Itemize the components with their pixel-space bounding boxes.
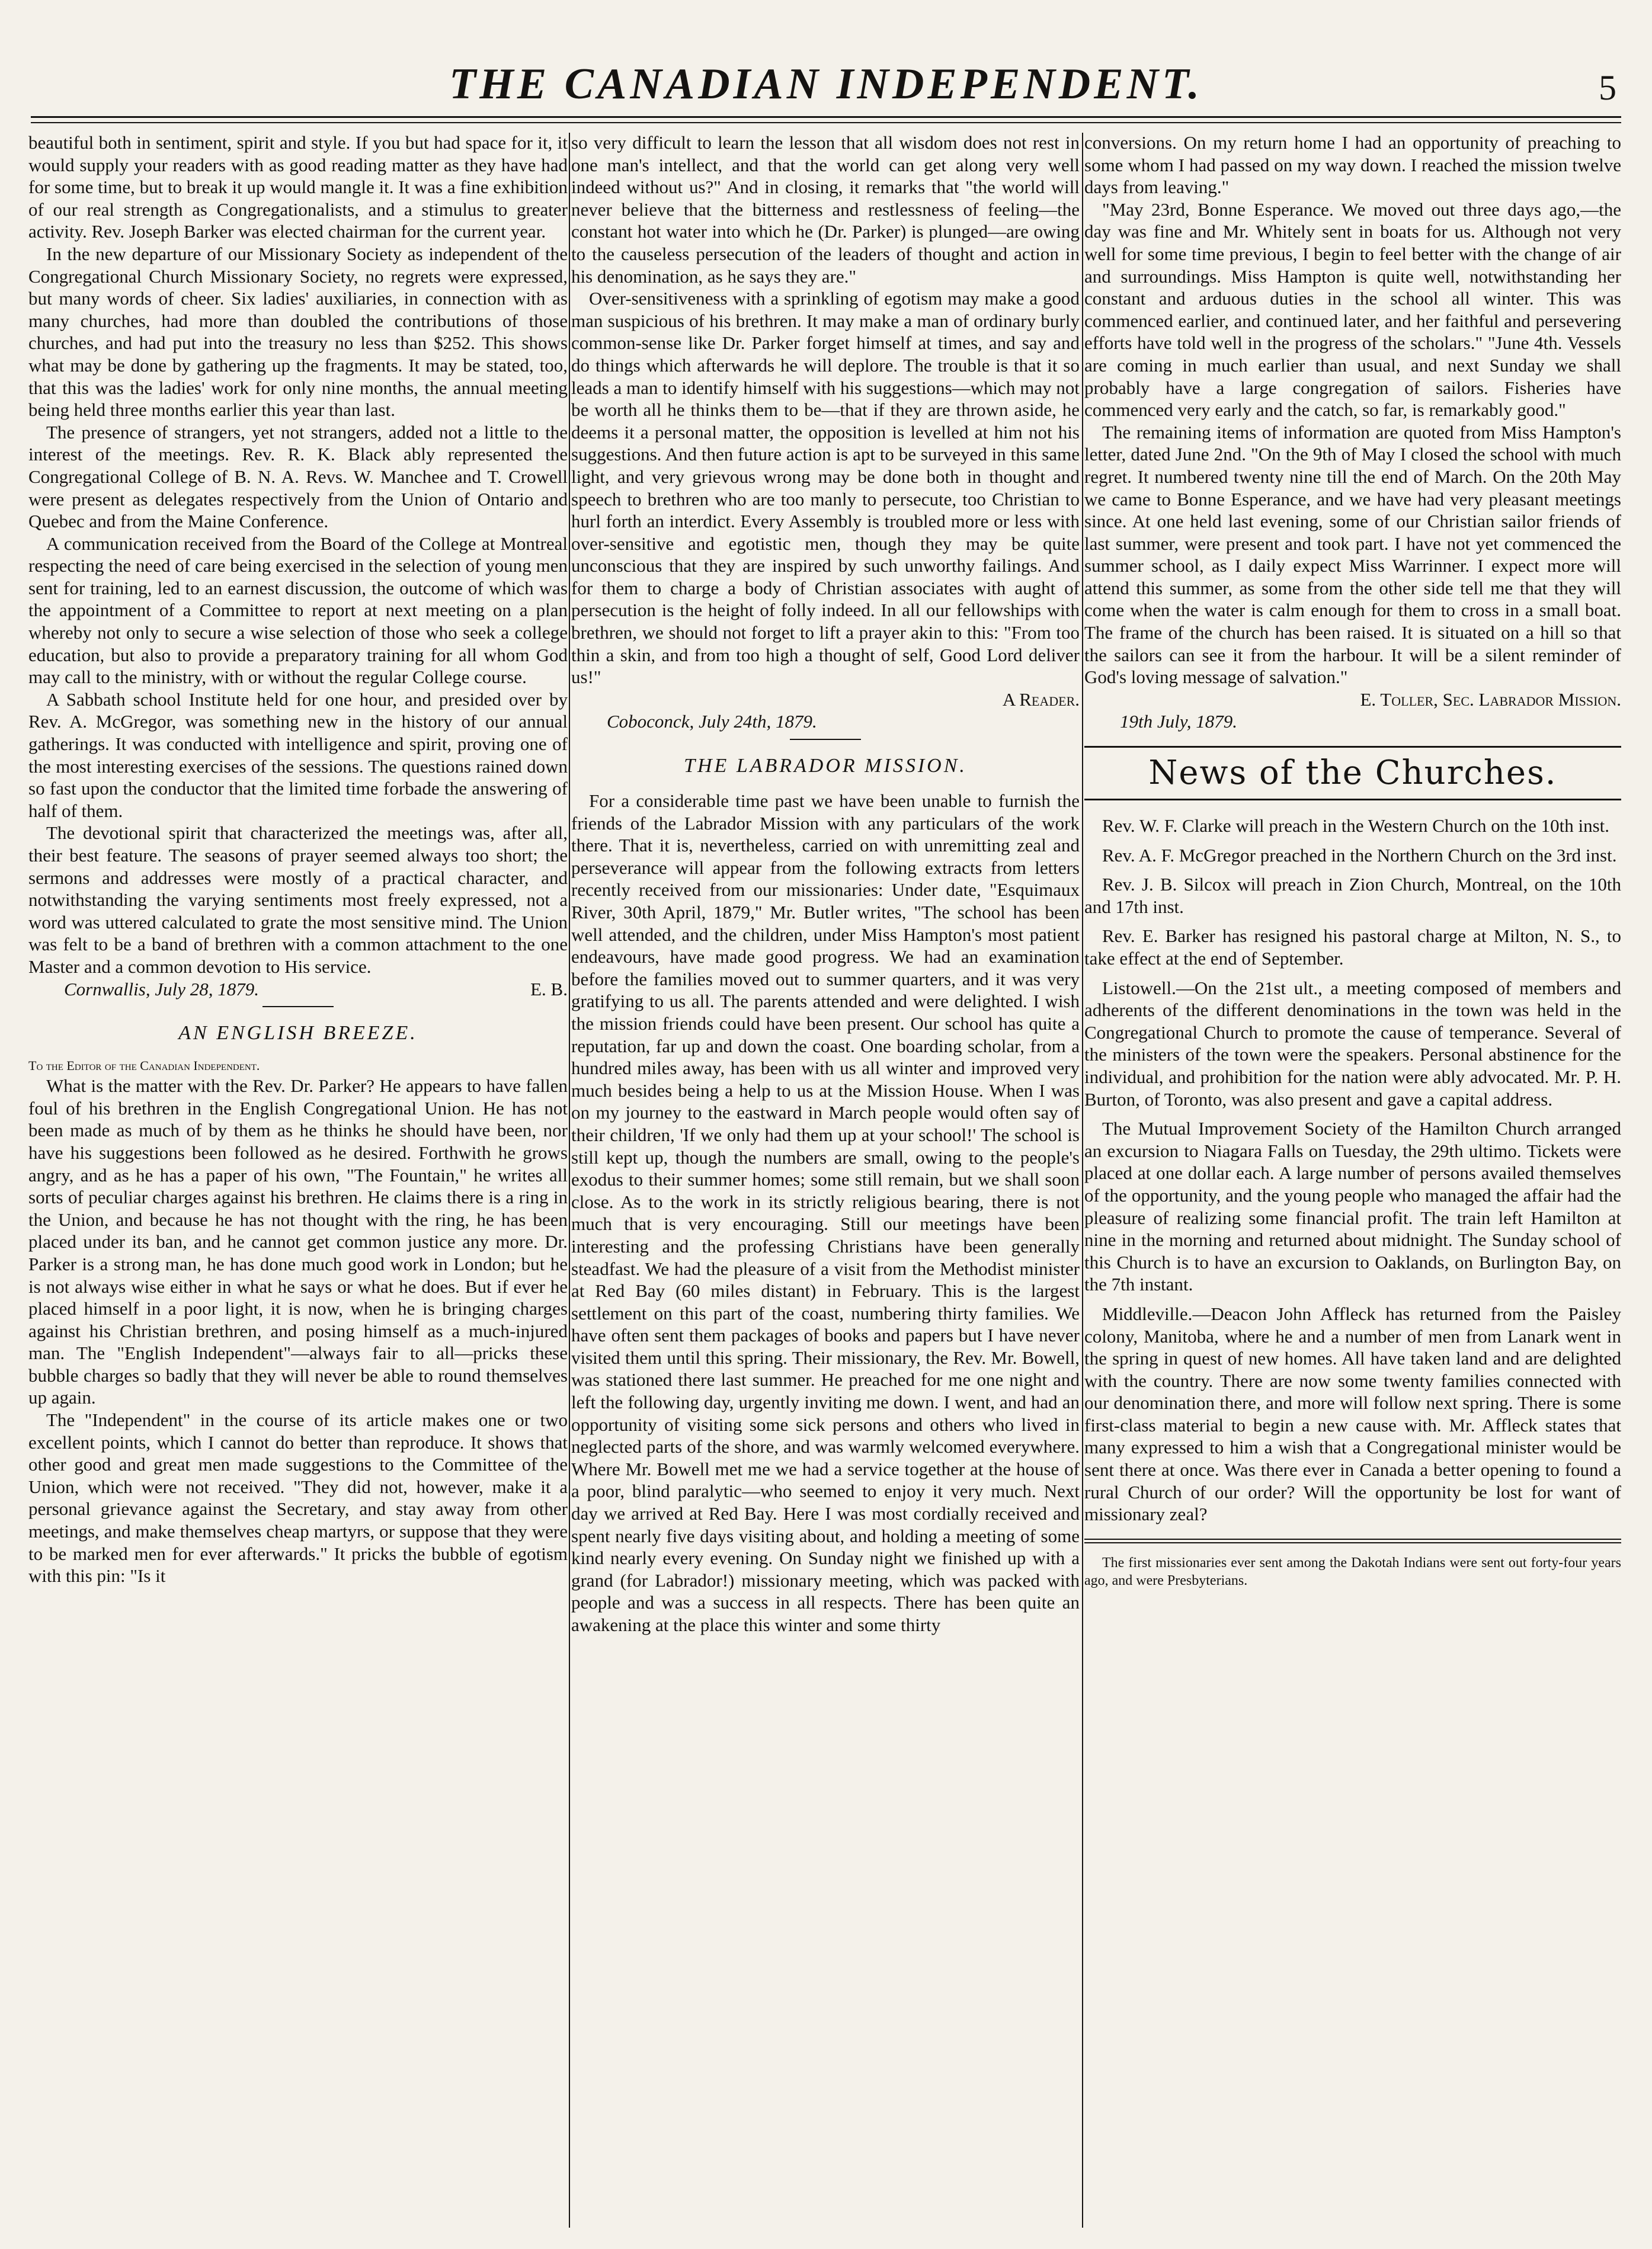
header-rule xyxy=(31,116,1621,118)
article-paragraph: "May 23rd, Bonne Esperance. We moved out three days ago,—the day was fine and Mr. Whitely sent in boats for us. Although not very well for some time previous, I begin to feel better with the change of air and surroundings. Miss Hampton is quite well, notwithstanding her constant and arduous duties in the school all winter. This was commenced earlier, and continued later, and her faithful and persevering efforts have told well in the progress of the scholars." "June 4th. Vessels are coming in much earlier than usual, and next Sunday we shall probably have a large congregation of sailors. Fisheries have commenced very early and the catch, so far, is remarkably good." xyxy=(1084,198,1621,421)
article-paragraph: Over-sensitiveness with a sprinkling of egotism may make a good man suspicious of his brethren. It may make a man of ordinary burly common-sense like Dr. Parker forget himself at times, and say and do things which afterwards he will deplore. The trouble is that it so leads a man to identify himself with his suggestions—which may not be worth all he thinks them to be—that if they are thrown aside, he deems it a personal matter, the opposition is levelled at him not his suggestions. And then future action is apt to be surveyed in this same light, and very grievous wrong may be done both in thought and speech to brethren who are too manly to persecute, too Christian to hurl forth an interdict. Every Assembly is troubled more or less with over-sensitive and egotistic men, though they may be quite unconscious that they are inspired by such unworthy failings. And for them to charge a body of Christian associates with aught of persecution is the height of folly indeed. In all our fellowships with brethren, we should not forget to lift a prayer akin to this: "From too thin a skin, and from too high a thought of self, Good Lord deliver us!" xyxy=(571,288,1080,688)
article-paragraph: For a considerable time past we have been unable to furnish the friends of the Labrador Mission with any particulars of the work there. That it is, nevertheless, carried on with unremitting zeal and perseverance will appear from the following extracts from letters recently received from our missionaries: Under date, "Esquimaux River, 30th April, 1879," Mr. Butler writes, "The school has been well attended, and the children, under Miss Hampton's most patient endeavours, have made good progress. We had an examination before the families moved out to summer quarters, and it was very gratifying to us all. The parents attended and were delighted. I wish the mission friends could have been present. Our school has quite a reputation, far up and down the coast. One boarding scholar, from a hundred miles away, has been with us all winter and improved very much besides being a help to us at the Mission House. When I was on my journey to the eastward in March people would often say of their children, 'If we only had them up at your school!' The school is still kept up, though the numbers are small, owing to the people's exodus to their summer homes; some still remain, but we shall soon close. As to the work in its strictly religious bearing, there is not much that is very encouraging. Still our meetings have been interesting and the professing Christians have been generally steadfast. We had the pleasure of a visit from the Methodist minister at Red Bay (60 miles distant) in February. This is the largest settlement on this part of the coast, numbering thirty families. We have often sent them packages of books and papers but I have never visited them until this spring. Their missionary, the Rev. Mr. Bowell, was stationed there last summer. He preached for me one night and left the following day, urgently inviting me down. I went, and had an opportunity of visiting some sick persons and others who lived in neglected parts of the shore, and was warmly welcomed everywhere. Where Mr. Bowell met me we had a service together at the house of a poor, blind paralytic—who seemed to enjoy it very much. Next day we arrived at Red Bay. Here I was most cordially received and spent nearly five days visiting about, and holding a meeting of some kind nearly every evening. On Sunday night we finished up with a grand (for Labrador!) missionary meeting, which was packed with people and was a success in all respects. There has been quite an awakening at the place this winter and some thirty xyxy=(571,790,1080,1635)
article-paragraph: What is the matter with the Rev. Dr. Parker? He appears to have fallen foul of his brethren in the English Congregational Union. He has not been made as much of by them as he thinks he should have been, nor have his suggestions been followed as he desired. Forthwith he grows angry, and as he has a paper of his own, "The Fountain," he writes all sorts of peculiar charges against his brethren. He claims there is a ring in the Union, and because he has not thought with the ring, he has been placed under its ban, and he cannot get common justice any more. Dr. Parker is a strong man, he has done much good work in London; but he is not always wise either in what he says or what he does. But if ever he placed himself in a poor light, it is now, when he is bringing charges against his Christian brethren, and posing himself as a much-injured man. The "English Independent"—always fair to all—pricks these bubble charges so badly that they will never be able to round themselves up again. xyxy=(28,1075,568,1408)
news-item: Rev. W. F. Clarke will preach in the Western Church on the 10th inst. xyxy=(1102,815,1609,837)
article-paragraph: so very difficult to learn the lesson that all wisdom does not rest in one man's intellect, and that the world can get along very well indeed without us?" And in closing, it remarks that "the world will never believe that the bitterness and restlessness of feeling—the constant hot water into which he (Dr. Parker) is plunged—are owing to the causeless persecution of the leaders of thought and action in his denomination, as he says they are." xyxy=(571,132,1080,287)
column-divider xyxy=(569,133,570,2228)
news-item: Listowell.—On the 21st ult., a meeting composed of members and adherents of the different denominations in the town was held in the Congregational Church to promote the cause of temperance. Several of the ministers of the town were the speakers. Personal abstinence for the individual, and prohibition for the nation were ably advocated. Mr. P. H. Burton, of Toronto, was also present and gave a capital address. xyxy=(1084,977,1621,1110)
signature-name: E. B. xyxy=(530,978,568,999)
article-paragraph: The "Independent" in the course of its article makes one or two excellent points, which I cannot do better than reproduce. It shows that other good and great men made suggestions to the Committee of the Union, which were not received. "They did not, however, make it a personal grievance against the Secretary, and stay away from other meetings, and make themselves cheap martyrs, or suppose that they were to be marked men for ever afterwards." It pricks the bubble of egotism with this pin: "Is it xyxy=(28,1409,568,1587)
section-heading: News of the Churches. xyxy=(1148,754,1557,793)
signature-place: Coboconck, July 24th, 1879. xyxy=(607,711,817,732)
article-paragraph: A Sabbath school Institute held for one hour, and presided over by Rev. A. McGregor, was something new in the history of our annual gatherings. It was conducted with intelligence and spirit, proving one of the most interesting exercises of the sessions. The questions rained down so fast upon the conductor that the limited time forbade the answering of half of them. xyxy=(28,688,568,821)
news-item: Middleville.—Deacon John Affleck has returned from the Paisley colony, Manitoba, where he and a number of men from Lanark went in the spring in quest of new homes. All have taken land and are delighted with the country. There are now some twenty families connected with our denomination there, and more will follow next spring. There is some first-class material to begin a new cause with. Mr. Affleck states that many expressed to him a wish that a Congregational minister would be sent there at once. Was there ever in Canada a better opening to found a rural Church of our order? Will the opportunity be lost for want of missionary zeal? xyxy=(1084,1303,1621,1525)
column-middle xyxy=(571,132,1080,2229)
news-item: Rev. J. B. Silcox will preach in Zion Church, Montreal, on the 10th and 17th inst. xyxy=(1084,874,1621,917)
news-item: Rev. E. Barker has resigned his pastoral charge at Milton, N. S., to take effect at the end of September. xyxy=(1084,925,1621,969)
section-rule xyxy=(790,739,861,740)
signature-name: E. Toller, Sec. Labrador Mission. xyxy=(1360,688,1621,710)
article-headline: AN ENGLISH BREEZE. xyxy=(178,1022,418,1045)
news-item: The Mutual Improvement Society of the Hamilton Church arranged an excursion to Niagara Falls on Tuesday, the 29th ultimo. Tickets were placed at one dollar each. A large number of persons availed themselves of the opportunity, and the young people who managed the affair had the pleasure of realizing some financial profit. The train left Hamilton at nine in the morning and returned about midnight. The Sunday school of this Church is to have an excursion to Oaklands, on Burlington Bay, on the 7th instant. xyxy=(1084,1118,1621,1295)
masthead-title: THE CANADIAN INDEPENDENT. xyxy=(449,60,1203,108)
page-header xyxy=(31,56,1621,124)
page-number: 5 xyxy=(1599,68,1616,107)
signature-name: A Reader. xyxy=(1002,688,1080,710)
article-paragraph: The devotional spirit that characterized the meetings was, after all, their best feature. The seasons of prayer seemed always too short; the sermons and addresses were mostly of a practical character, and notwithstanding the varying sentiments most freely expressed, not a word was uttered calculated to grate the most sensitive mind. The Union was felt to be a band of brethren with a common attachment to the one Master and a common devotion to His service. xyxy=(28,822,568,977)
column-right xyxy=(1084,132,1621,2229)
article-headline: THE LABRADOR MISSION. xyxy=(684,755,967,777)
footnote-rule xyxy=(1084,1539,1621,1540)
news-item: Rev. A. F. McGregor preached in the Northern Church on the 3rd inst. xyxy=(1102,844,1617,866)
signature-place: Cornwallis, July 28, 1879. xyxy=(64,978,259,999)
section-rule xyxy=(262,1006,334,1007)
article-paragraph: The remaining items of information are quoted from Miss Hampton's letter, dated June 2nd. "On the 9th of May I closed the school with much regret. It numbered twenty nine till the end of March. On the 20th May we came to Bonne Esperance, and we have had very pleasant meetings since. At one held last evening, some of our Christian sailor friends of last summer, were present and took part. I have not yet commenced the summer school, as I daily expect Miss Warrinner. I expect more will attend this summer, as some from the other side tell me that they will come when the water is calm enough for them to cross in a small boat. The frame of the church has been raised. It is situated on a hill so that the sailors can see it from the harbour. It will be a silent reminder of God's loving message of salvation." xyxy=(1084,421,1621,688)
section-heading-box xyxy=(1084,746,1621,800)
header-rule-thin xyxy=(31,122,1621,123)
article-paragraph: A communication received from the Board of the College at Montreal respecting the need of care being exercised in the selection of young men sent for training, led to an earnest discussion, the outcome of which was the appointment of a Committee to report at next meeting on a plan whereby not only to secure a wise selection of those who seek a college education, but also to provide a preparatory training for all whom God may call to the ministry, with or without the regular College course. xyxy=(28,533,568,688)
column-divider xyxy=(1082,133,1083,2228)
column-left xyxy=(28,132,568,2229)
article-paragraph: The presence of strangers, yet not strangers, added not a little to the interest of the meetings. Rev. R. K. Black ably represented the Congregational College of B. N. A. Revs. W. Manchee and T. Crowell were present as delegates respectively from the Union of Ontario and Quebec and from the Maine Conference. xyxy=(28,421,568,532)
footnote-rule xyxy=(1084,1542,1621,1543)
signature-date: 19th July, 1879. xyxy=(1120,711,1238,732)
article-paragraph: beautiful both in sentiment, spirit and style. If you but had space for it, it would supply your readers with as good reading matter as they have had for some time, but to break it up would mangle it. It was a fine exhibition of our real strength as Congregationalists, and a stimulus to greater activity. Rev. Joseph Barker was elected chairman for the current year. xyxy=(28,132,568,242)
article-paragraph: In the new departure of our Missionary Society as independent of the Congregational Church Missionary Society, no regrets were expressed, but many words of cheer. Six ladies' auxiliaries, in connection with as many churches, had more than doubled the contributions of those churches, and had put into the treasury no less than $252. This shows what may be done by gathering up the fragments. It may be stated, too, that this was the ladies' work for only nine months, the annual meeting being held three months earlier this year than last. xyxy=(28,243,568,421)
address-line: To the Editor of the Canadian Independent. xyxy=(28,1058,260,1074)
signature-line xyxy=(28,978,568,1001)
article-paragraph: conversions. On my return home I had an opportunity of preaching to some whom I had passed on my way down. I reached the mission twelve days from leaving." xyxy=(1084,132,1621,198)
footnote: The first missionaries ever sent among the Dakotah Indians were sent out forty-four years ago, and were Presbyterians. xyxy=(1084,1555,1621,1588)
